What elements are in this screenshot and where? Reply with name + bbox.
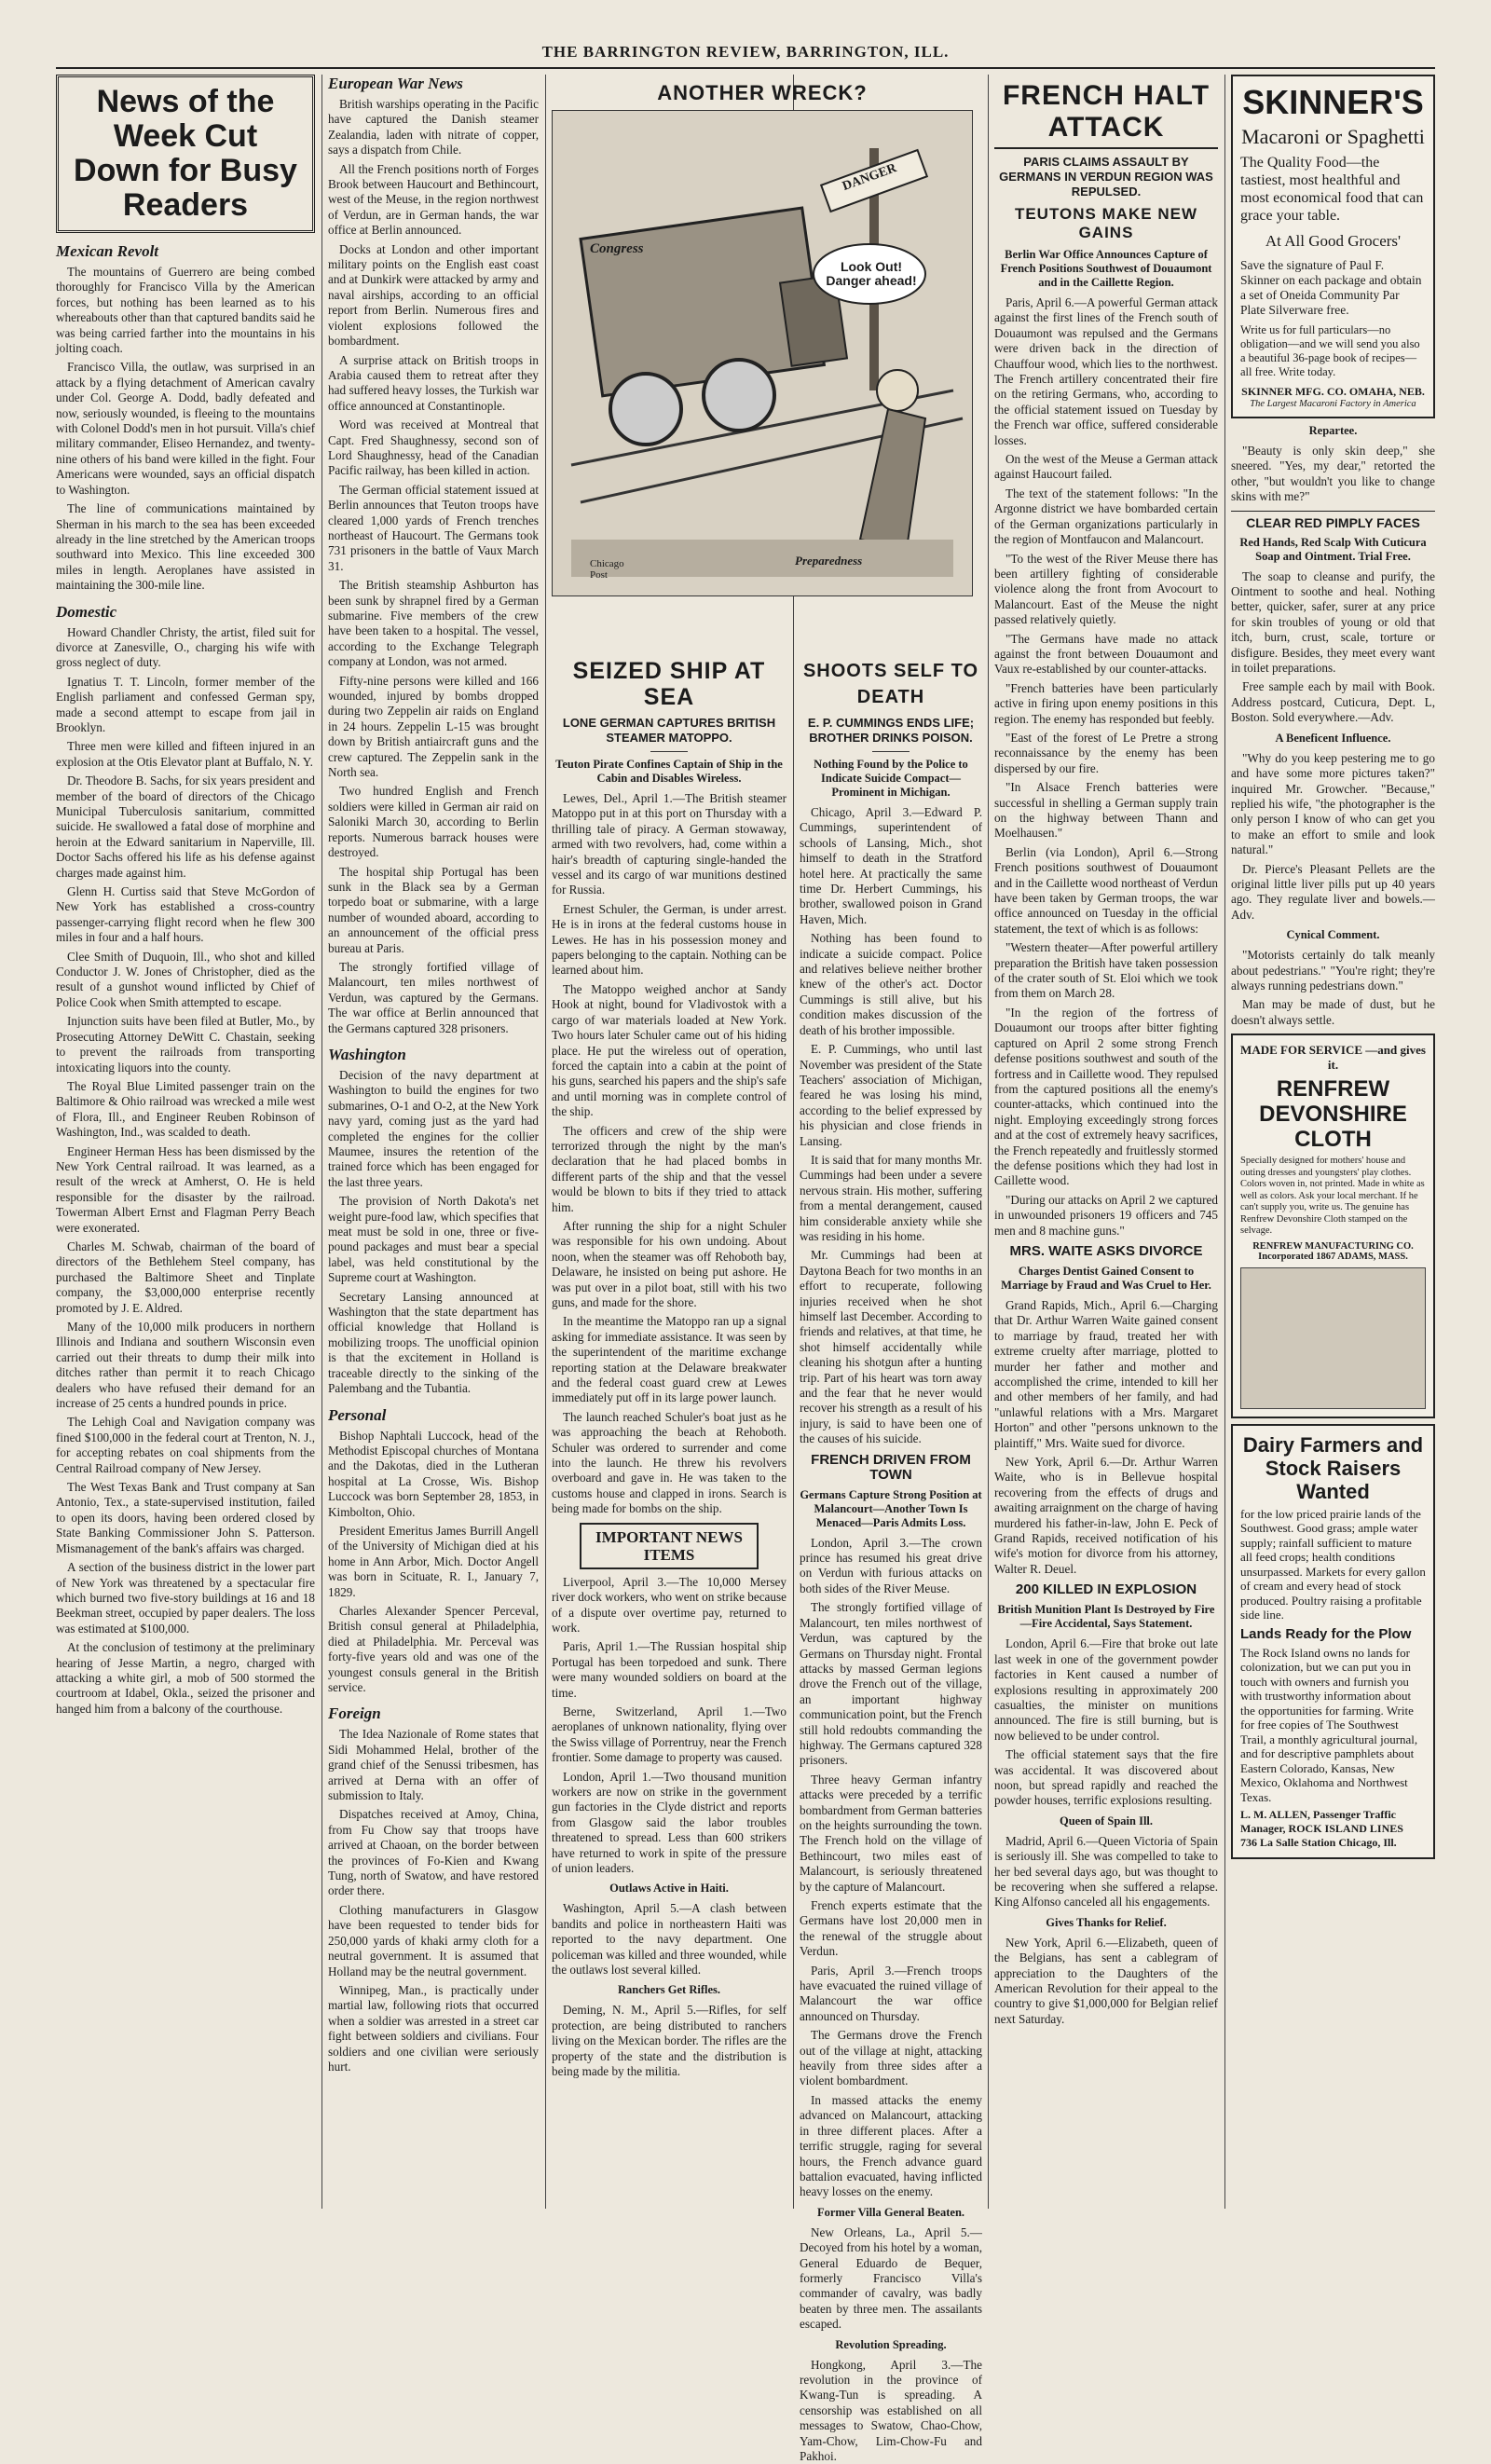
article-paragraph: Three heavy German infantry attacks were preceded by a terrific bombardment from German batteries on the heights surrounding the town. The French hold on the village of Bethincourt, two miles east of Malancourt, is seriously threatened by the capture of Malancourt. bbox=[800, 1772, 982, 1894]
article-paragraph: Winnipeg, Man., is practically under martial law, following riots that occurred when a soldier was arrested in a street car fight between soldiers and civilians. Four soldiers and one civilian were seriously hurt. bbox=[328, 1982, 539, 2074]
article-paragraph: Ignatius T. T. Lincoln, former member of the English parliament and confessed German spy, made a second attempt to escape from jail in Brooklyn. bbox=[56, 674, 315, 734]
ad-address: 736 La Salle Station Chicago, Ill. bbox=[1240, 1836, 1397, 1850]
column-rule bbox=[1224, 75, 1225, 2209]
headline-shoots-self: SHOOTS SELF TO DEATH bbox=[802, 661, 979, 707]
article-paragraph: "East of the forest of Le Pretre a strong reconnaissance by the enemy has been dispersed by our fire. bbox=[994, 730, 1218, 775]
article-paragraph: Berne, Switzerland, April 1.—Two aeroplanes of unknown nationality, flying over the Swiss village of Porrentruy, near the French frontier. Some damage to property was caused. bbox=[552, 1704, 787, 1765]
ad-brand: SKINNER'S bbox=[1242, 83, 1424, 121]
article-paragraph: "In Alsace French batteries were successful in shelling a German supply train on the highway between Thann and Moelhausen." bbox=[994, 780, 1218, 841]
ad-write: Write us for full particulars—no obligation—and we will send you also a beautiful 36-page book of recipes—all free. Write today. bbox=[1240, 323, 1420, 378]
divider bbox=[650, 751, 688, 752]
article-paragraph: Dr. Theodore B. Sachs, for six years president and member of the board of directors of the Chicago Municipal Tuberculosis sanitarium, committed suicide. He swallowed a fatal dose of morphine and heroin at the Edward sanitarium in Naperville, Ill. Doctor Sachs offered his life as his defense against charges made against him. bbox=[56, 773, 315, 880]
ad-brand: RENFREW DEVONSHIRE CLOTH bbox=[1259, 1076, 1407, 1153]
article-paragraph: Liverpool, April 3.—The 10,000 Mersey river dock workers, who went on strike because of a dispute over overtime pay, returned to work. bbox=[552, 1574, 787, 1635]
article-paragraph: A surprise attack on British troops in Arabia caused them to retreat after they had suffered heavy losses, the Turkish war office announced at Constantinople. bbox=[328, 352, 539, 413]
article-paragraph: London, April 1.—Two thousand munition workers are now on strike in the government gun factories in the Clyde district and reports from Glasgow said the labor troubles threatened to spread. Less than 600 strikers have returned to work in spite of the pressure of union leaders. bbox=[552, 1769, 787, 1875]
article-paragraph: Howard Chandler Christy, the artist, filed suit for divorce at Zanesville, O., charging his wife with gross neglect of duty. bbox=[56, 624, 315, 670]
subhead: A Beneficent Influence. bbox=[1275, 731, 1391, 745]
subhead: Ranchers Get Rifles. bbox=[617, 1983, 721, 1997]
divider bbox=[872, 751, 910, 752]
article-paragraph: Free sample each by mail with Book. Address postcard, Cuticura, Dept. L, Boston. Sold everywhere.—Adv. bbox=[1231, 679, 1435, 725]
subhead: Queen of Spain Ill. bbox=[1059, 1814, 1154, 1827]
article-paragraph: Paris, April 1.—The Russian hospital ship Portugal has been torpedoed and sunk. There were many wounded soldiers on board at the time. bbox=[552, 1639, 787, 1700]
article-paragraph: The hospital ship Portugal has been sunk in the Black sea by a German torpedo boat or submarine, with a large number of wounded aboard, according to an announcement of the official press bureau at Paris. bbox=[328, 864, 539, 955]
cartoon-figure-label: Preparedness bbox=[795, 554, 863, 568]
article-paragraph: Charles M. Schwab, chairman of the board of directors of the Bethlehem Steel company, has purchased the Baltimore Sheet and Tinplate company, the $3,000,000 enterprise recently promoted by J. E. Aldred. bbox=[56, 1239, 315, 1315]
article-paragraph: The Idea Nazionale of Rome states that Sidi Mohammed Helal, brother of the grand chief of the Senussi tribesmen, has arrived at Derna with an offer of submission to Italy. bbox=[328, 1727, 539, 1803]
column-rule bbox=[988, 75, 989, 2209]
section-heading: Foreign bbox=[328, 1704, 381, 1723]
article-paragraph: Paris, April 3.—French troops have evacuated the ruined village of Malancourt the war office announced on Thursday. bbox=[800, 1963, 982, 2023]
article-paragraph: Decision of the navy department at Washington to build the engines for two submarines, O-1 and O-2, at the New York navy yard, coming just as the yard had completed the engines for the collier Maumee, insures the retention of the trained force which has been engaged for the last three years. bbox=[328, 1067, 539, 1189]
ad-product: Macaroni or Spaghetti bbox=[1241, 125, 1425, 148]
article-paragraph: Clee Smith of Duquoin, Ill., who shot and killed Conductor J. W. Jones of Christopher, died as the result of a gunshot wound inflicted by Chief of Police Cook when Smith attempted to escape. bbox=[56, 949, 315, 1009]
article-paragraph: Three men were killed and fifteen injured in an explosion at the Otis Elevator plant at Buffalo, N. Y. bbox=[56, 739, 315, 769]
news-box-title: News of the Week Cut Down for Busy Readers bbox=[56, 75, 315, 233]
girl-illustration bbox=[1240, 1267, 1426, 1409]
article-paragraph: Nothing has been found to indicate a suicide compact. Police and relatives believe neither brother knew of the other's act. Doctor Cummings is still alive, but his condition makes discussion of the death of his brother impossible. bbox=[800, 931, 982, 1037]
ad-paragraph: for the low priced prairie lands of the Southwest. Good grass; ample water supply; rainfall sufficient to mature all feed crops; health conditions unsurpassed. Markets for every gallon of cream and every head of stock produced. Poultry raising a profitable side line. bbox=[1240, 1506, 1426, 1622]
article-paragraph: A section of the business district in the lower part of New York was threatened by a spectacular fire which burned two five-story buildings at 16 and 18 Beekman street, occupied by paper dealers. The loss was estimated at $100,000. bbox=[56, 1560, 315, 1636]
ad-description: Specially designed for mothers' house and outing dresses and youngsters' play clothes. Colors woven in, not printed. Made in white as well as colors. Ask your local merchant. If he can't supply you, write us. The genuine has Renfrew Devonshire Cloth stamped on the selvage. bbox=[1240, 1156, 1425, 1237]
article-paragraph: After running the ship for a night Schuler was responsible for his own undoing. About noon, when the steamer was off Rehoboth bay, Delaware, he insisted on being put ashore. He was put over in a pilot boat, still with his two guns, and made for the shore. bbox=[552, 1218, 787, 1309]
headline-mrs-waite: MRS. WAITE ASKS DIVORCE bbox=[1009, 1242, 1203, 1259]
article-paragraph: Man may be made of dust, but he doesn't always settle. bbox=[1231, 997, 1435, 1027]
article-paragraph: "The Germans have made no attack against the front between Douaumont and Vaux re-established by our counter-attacks. bbox=[994, 631, 1218, 677]
ad-top: MADE FOR SERVICE —and gives it. bbox=[1240, 1043, 1426, 1073]
subhead: Gives Thanks for Relief. bbox=[1046, 1915, 1167, 1929]
ad-headline: Dairy Farmers and Stock Raisers Wanted bbox=[1242, 1432, 1424, 1503]
article-paragraph: Grand Rapids, Mich., April 6.—Charging that Dr. Arthur Warren Waite gained consent to marriage by fraud, treated her with extreme cruelty after marriage, plotted to murder her father and mother and accomplished the crime, intended to kill her and other members of her family, and had "unlawful relations with a Mrs. Margaret Horton" and other "persons unknown to the plaintiff," Mrs. Waite sued for divorce. bbox=[994, 1297, 1218, 1450]
cartoon-sign-label: DANGER bbox=[841, 161, 899, 194]
ad-signature: Save the signature of Paul F. Skinner on each package and obtain a set of Oneida Community Par Plate Silverware free. bbox=[1240, 258, 1422, 317]
article-paragraph: Charles Alexander Spencer Perceval, British consul general at Philadelphia, died at Philadelphia. Mr. Perceval was forty-five years old and was one of the youngest consuls general in the British service. bbox=[328, 1603, 539, 1694]
masthead-rule bbox=[56, 67, 1435, 69]
article-paragraph: "During our attacks on April 2 we captured in unwounded prisoners 19 officers and 745 men and 8 machine guns." bbox=[994, 1192, 1218, 1238]
article-paragraph: Injunction suits have been filed at Butler, Mo., by Prosecuting Attorney DeWitt C. Chastain, seeking to prevent the railroads from transporting intoxicating liquors into the county. bbox=[56, 1014, 315, 1075]
article-paragraph: The officers and crew of the ship were terrorized through the night by the man's declaration that he had placed bombs in different parts of the ship and that the vessel would be blown to bits if they tried to attack him. bbox=[552, 1123, 787, 1214]
article-paragraph: It is said that for many months Mr. Cummings had been under a severe nervous strain. His mother, suffering from a mental derangement, caused him considerable anxiety while she was residing in his home. bbox=[800, 1152, 982, 1243]
article-paragraph: All the French positions north of Forges Brook between Haucourt and Bethincourt, west of the Meuse, in the region northwest of Verdun, are in German hands, the war office at Berlin announced. bbox=[328, 161, 539, 238]
ad-company: RENFREW MANUFACTURING CO. Incorporated 1867 ADAMS, MASS. bbox=[1252, 1240, 1414, 1262]
important-news-box: IMPORTANT NEWS ITEMS bbox=[580, 1523, 759, 1569]
article-paragraph: Lewes, Del., April 1.—The British steamer Matoppo put in at this port on Thursday with a thrilling tale of piracy. A German stowaway, armed with two revolvers, had, come within a hair's breadth of capturing single-handed the vessel and its cargo of war munitions destined for Russia. bbox=[552, 791, 787, 897]
headline-french-halt: FRENCH HALT ATTACK bbox=[994, 80, 1218, 149]
cartoon-block bbox=[552, 75, 973, 652]
article-paragraph: President Emeritus James Burrill Angell of the University of Michigan died at his home in Ann Arbor, Mich. Doctor Angell was born in Scituate, R. I., January 7, 1829. bbox=[328, 1523, 539, 1599]
ad-footer: The Largest Macaroni Factory in America bbox=[1250, 399, 1416, 409]
subhead: LONE GERMAN CAPTURES BRITISH STEAMER MATOPPO. bbox=[562, 716, 776, 745]
article-paragraph: In the meantime the Matoppo ran up a signal asking for immediate assistance. It was seen by the superintendent of the maritime exchange reporting station at the Delaware breakwater and the federal coast guard crew at Lewes immediately put off in its large power launch. bbox=[552, 1314, 787, 1405]
article-paragraph: The official statement says that the fire was accidental. It was discovered about noon, but spread rapidly and reached the powder houses, terrific explosions resulting. bbox=[994, 1747, 1218, 1808]
article-paragraph: The Germans drove the French out of the village at night, attacking heavily from three sides after a violent bombardment. bbox=[800, 2028, 982, 2088]
article-paragraph: Dispatches received at Amoy, China, from Fu Chow say that troops have arrived at Chaoan, on the border between the provinces of Fo-Kien and Kwang Tung, north of Swatow, and have restored order there. bbox=[328, 1807, 539, 1898]
article-paragraph: Many of the 10,000 milk producers in northern Illinois and Indiana and southern Wisconsin even carried out their threats to dump their milk into ditches rather than permit it to reach Chicago dealers who have refused their demand for an increase of 25 cents a hundred pounds in price. bbox=[56, 1320, 315, 1411]
subhead: Red Hands, Red Scalp With Cuticura Soap and Ointment. Trial Free. bbox=[1239, 535, 1427, 563]
subhead: Former Villa General Beaten. bbox=[816, 2205, 965, 2219]
article-paragraph: The line of communications maintained by Sherman in his march to the sea has been exceeded already in the line stretched by the American troops southward into Mexico. This line exceeded 300 miles in length. Aeroplanes have assisted in maintaining the 300-mile line. bbox=[56, 501, 315, 593]
subhead: Germans Capture Strong Position at Malancourt—Another Town Is Menaced—Paris Admits Loss. bbox=[800, 1487, 982, 1529]
article-paragraph: London, April 6.—Fire that broke out late last week in one of the government powder factories in Kent caused a number of explosions resulting in approximately 200 casualties, the minister on munitions announced. The fire is still burning, but is now believed to be under control. bbox=[994, 1636, 1218, 1743]
article-paragraph: The strongly fortified village of Malancourt, ten miles northwest of Verdun, was captured by the Germans. The war office at Berlin announced that the Germans captured 328 prisoners. bbox=[328, 959, 539, 1035]
article-paragraph: "French batteries have been particularly active in firing upon enemy positions in this region. The enemy has responded but feebly. bbox=[994, 680, 1218, 726]
section-heading: Personal bbox=[328, 1405, 387, 1424]
article-paragraph: Dr. Pierce's Pleasant Pellets are the original little liver pills put up 40 years ago. They regulate liver and bowels.—Adv. bbox=[1231, 861, 1435, 922]
article-paragraph: The soap to cleanse and purify, the Ointment to soothe and heal. Nothing better, quicker, safer, surer at any price for skin troubles of young or old that itch, burn, crust, scale, torture or disfigure. Besides, they meet every want in toilet preparations. bbox=[1231, 568, 1435, 676]
column-6 bbox=[1231, 75, 1435, 2209]
article-paragraph: Berlin (via London), April 6.—Strong French positions southwest of Douaumont and in the Caillette wood northeast of Verdun have been taken by German troops, the war office announced on Tuesday in the official statement, the text of which is as follows: bbox=[994, 844, 1218, 936]
cartoon-title: ANOTHER WRECK? bbox=[657, 81, 868, 104]
article-paragraph: Clothing manufacturers in Glasgow have been requested to tender bids for 250,000 yards of khaki army cloth for a neutral government. It is assumed that Holland may be the neutral government. bbox=[328, 1902, 539, 1978]
article-paragraph: British warships operating in the Pacific have captured the Danish steamer Zealandia, laden with nitrate of copper, says a dispatch from Chile. bbox=[328, 97, 539, 157]
article-paragraph: Fifty-nine persons were killed and 166 wounded, injured by bombs dropped during two Zeppelin air raids on England in 24 hours. Zeppelin L-15 was brought down by British antiaircraft guns and the crew captured. The Zeppelin sank in the North sea. bbox=[328, 673, 539, 780]
masthead: THE BARRINGTON REVIEW, BARRINGTON, ILL. bbox=[541, 43, 950, 61]
article-paragraph: The launch reached Schuler's boat just as he was approaching the beach at Rehoboth. Schuler was ordered to surrender and come into the launch. He threw his revolvers overboard and gave in. He was taken to the customs house and clapped in irons. Search is being made for bombs on the ship. bbox=[552, 1409, 787, 1516]
article-paragraph: Chicago, April 3.—Edward P. Cummings, superintendent of schools of Lansing, Mich., shot himself to death in the Stratford hotel here. At practically the same time Dr. Herbert Cummings, his brother, swallowed poison in Grand Haven, Mich. bbox=[800, 805, 982, 926]
ad-grocers: At All Good Grocers' bbox=[1265, 232, 1402, 250]
subhead: PARIS CLAIMS ASSAULT BY GERMANS IN VERDUN REGION WAS REPULSED. bbox=[999, 155, 1213, 198]
ad-company: SKINNER MFG. CO. OMAHA, NEB. bbox=[1241, 385, 1425, 398]
article-paragraph: "Western theater—After powerful artillery preparation the British have taken possession of the crater south of St. Eloi which we took from them on March 28. bbox=[994, 940, 1218, 1001]
article-paragraph: New York, April 6.—Dr. Arthur Warren Waite, who is in Bellevue hospital recovering from the effects of drugs and awaiting arraignment on the charge of having murdered his father-in-law, John E. Peck of Grand Rapids, received notification of his wife's motion for divorce from his attorney, Walter R. Deuel. bbox=[994, 1455, 1218, 1576]
headline-teutons: TEUTONS MAKE NEW GAINS bbox=[1014, 205, 1198, 241]
column-5 bbox=[994, 75, 1218, 2209]
article-paragraph: The Royal Blue Limited passenger train on the Baltimore & Ohio railroad was wrecked a mile west of Flora, Ill., and Engineer Reuben Robinson of Washington, Ind., was scalded to death. bbox=[56, 1078, 315, 1140]
cartoon-illustration bbox=[552, 110, 973, 596]
cartoon-speech-bubble: Look Out! Danger ahead! bbox=[826, 259, 917, 288]
article-paragraph: Francisco Villa, the outlaw, was surprised in an attack by a flying detachment of American cavalry under Col. George A. Dodd, badly defeated and now, seriously wounded, is fleeing to the mountains with Colonel Dodd's men in hot pursuit. Villa's chief military commander, Eliseo Hernandez, and twenty-nine others of his band were killed in the fight. Four Americans were wounded, says an official dispatch to Washington. bbox=[56, 360, 315, 497]
article-paragraph: The text of the statement follows: "In the Argonne district we have bombarded certain of the German organizations particularly in the region of Montfaucon and Malancourt. bbox=[994, 486, 1218, 547]
article-paragraph: New York, April 6.—Elizabeth, queen of the Belgians, has sent a cablegram of appreciation to the Daughters of the American Revolution for their appeal to the country to give $1,000,000 for Belgian relief next Saturday. bbox=[994, 1935, 1218, 2026]
section-heading: Washington bbox=[328, 1045, 406, 1063]
ad-tagline: The Quality Food—the tastiest, most healthful and most economical food that can grace your table. bbox=[1240, 155, 1424, 224]
cartoon-credit: Chicago Post bbox=[590, 558, 624, 581]
cartoon-engine-label: Congress bbox=[590, 241, 644, 256]
article-paragraph: Bishop Naphtali Luccock, head of the Methodist Episcopal churches of Montana and the Dakotas, died in the Lutheran hospital at La Crosse, Wis. Bishop Luccock was born September 28, 1853, in Kimbolton, Ohio. bbox=[328, 1428, 539, 1519]
article-paragraph: Secretary Lansing announced at Washington that the state department has official knowledge that Holland is mobilizing troops. The unofficial opinion is that the excitement in Holland is traceable directly to the sinking of the Palembang and the Tubantia. bbox=[328, 1289, 539, 1396]
column-rule bbox=[321, 75, 322, 2209]
article-paragraph: The Matoppo weighed anchor at Sandy Hook at night, bound for Vladivostok with a cargo of war materials loaded at New York. Two hours later Schuler came out of his hiding place. He put the wireless out of operation, forced the captain into a cabin at the point of his guns, searched his papers and the ship's safe and until morning was in complete control of the ship. bbox=[552, 981, 787, 1119]
subhead: Nothing Found by the Police to Indicate Suicide Compact—Prominent in Michigan. bbox=[814, 758, 968, 799]
ad-subheadline: Lands Ready for the Plow bbox=[1240, 1625, 1412, 1642]
article-paragraph: The German official statement issued at Berlin announces that Teuton troops have cleared 1,000 yards of French trenches northeast of Haucourt. The Germans took 731 prisoners in the battle of Vaux March 31. bbox=[328, 482, 539, 573]
subhead: Charges Dentist Gained Consent to Marriage by Fraud and Was Cruel to Her. bbox=[1001, 1264, 1211, 1292]
section-heading: European War News bbox=[328, 75, 463, 92]
subhead: Berlin War Office Announces Capture of French Positions Southwest of Douaumont and in the Caillette Region. bbox=[1000, 248, 1212, 289]
newspaper-page bbox=[56, 37, 1435, 2463]
subhead: Cynical Comment. bbox=[1286, 928, 1380, 942]
article-paragraph: New Orleans, La., April 5.—Decoyed from his hotel by a woman, General Eduardo de Bequer, formerly Francisco Villa's commander of cavalry, was badly beaten by three men. The assailants escaped. bbox=[800, 2224, 982, 2332]
column-1 bbox=[56, 75, 315, 2209]
column-2 bbox=[328, 75, 539, 2209]
article-paragraph: The Lehigh Coal and Navigation company was fined $100,000 in the federal court at Trenton, N. J., for accepting rebates on coal shipments from the Central Railroad company of New Jersey. bbox=[56, 1415, 315, 1475]
article-paragraph: On the west of the Meuse a German attack against Haucourt failed. bbox=[994, 452, 1218, 482]
article-paragraph: The British steamship Ashburton has been sunk by shrapnel fired by a German submarine. Five members of the crew have been taken to a hospital. The vessel, according to the Exchange Telegraph company at London, was not armed. bbox=[328, 578, 539, 669]
article-paragraph: Deming, N. M., April 5.—Rifles, for self protection, are being distributed to ranchers living on the Mexican border. The rifles are the property of the state and the distribution is being made by the militia. bbox=[552, 2003, 787, 2079]
article-paragraph: "In the region of the fortress of Douaumont our troops after bitter fighting captured on April 2 some strong French defense positions southwest and south of the fortress and in Caillette wood. They repulsed from the captured positions all the enemy's counter-attacks, which continued into the night. Employing exceedingly strong forces and at the cost of extremely heavy sacrifices, the French repeatedly and fruitlessly stormed the defense positions which they had lost in Caillette wood. bbox=[994, 1005, 1218, 1188]
article-paragraph: Ernest Schuler, the German, is under arrest. He is in irons at the federal customs house in Lewes. He has in his possession money and papers belonging to the captain. Nothing can be learned about him. bbox=[552, 901, 787, 978]
section-heading: Mexican Revolt bbox=[56, 242, 159, 260]
ad-paragraph: The Rock Island owns no lands for colonization, but we can put you in touch with owners and furnish you with trustworthy information about the opportunities for farming. Write for free copies of The Southwest Trail, a monthly agricultural journal, and for descriptive pamphlets about Eastern Colorado, Kansas, New Mexico, Oklahoma and Northwest Texas. bbox=[1240, 1645, 1418, 1804]
article-paragraph: Mr. Cummings had been at Daytona Beach for two months in an effort to recuperate, following injuries received when he shot himself last December. According to friends and relatives, at that time, he shot himself accidentally while cleaning his shotgun after a hunting trip. Part of his heart was torn away and the fear that he never would recover his strength as a result of his injury, is said to have been one of the causes of his suicide. bbox=[800, 1248, 982, 1446]
subhead: E. P. CUMMINGS ENDS LIFE; BROTHER DRINKS POISON. bbox=[807, 716, 975, 745]
article-paragraph: "Motorists certainly do talk meanly about pedestrians." "You're right; they're always running pedestrians down." bbox=[1231, 948, 1435, 992]
article-paragraph: At the conclusion of testimony at the preliminary hearing of Jesse Martin, a negro, charged with attacking a white girl, a mob of 500 stormed the courtroom at Idabel, Okla., seized the prisoner and hanged him from a balcony of the courthouse. bbox=[56, 1640, 315, 1716]
section-heading: Domestic bbox=[56, 602, 117, 621]
article-paragraph: Washington, April 5.—A clash between bandits and police in northeastern Haiti was reported to the navy department. One policeman was killed and three wounded, while the outlaws lost several killed. bbox=[552, 1901, 787, 1978]
article-paragraph: In massed attacks the enemy advanced on Malancourt, attacking in three different places. After a terrific struggle, raging for several hours, the French advance guard battalion evacuated, having inflicted heavy losses on the enemy. bbox=[800, 2092, 982, 2199]
subhead: Outlaws Active in Haiti. bbox=[609, 1882, 729, 1896]
train-cartoon-image bbox=[553, 111, 972, 595]
article-paragraph: Madrid, April 6.—Queen Victoria of Spain is seriously ill. She was compelled to take to her bed several days ago, but was thought to be recovering when she suffered a relapse. King Alfonso canceled all his engagements. bbox=[994, 1833, 1218, 1910]
rock-island-ad bbox=[1231, 1424, 1435, 1860]
headline-explosion: 200 KILLED IN EXPLOSION bbox=[1015, 1581, 1197, 1598]
ad-signature: L. M. ALLEN, Passenger Traffic Manager, ROCK ISLAND LINES bbox=[1240, 1808, 1403, 1836]
article-paragraph: Docks at London and other important military points on the English east coast and at Dunkirk were attacked by army and naval airships, according to an official report from Berlin. Numerous fires and violent explosions followed the bombardment. bbox=[328, 241, 539, 349]
article-paragraph: The mountains of Guerrero are being combed thoroughly for Francisco Villa by the American forces, but nothing has been learned as to his whereabouts other than that captured bandits said he was being carried farther into the mountains in his jolting coach. bbox=[56, 265, 315, 356]
column-rule bbox=[545, 75, 546, 2209]
article-paragraph: The West Texas Bank and Trust company at San Antonio, Tex., a state-supervised institution, failed to open its doors, having been ordered closed by State Banking Commissioner John S. Patterson. Mismanagement of the bank's affairs was charged. bbox=[56, 1480, 315, 1555]
subhead: Teuton Pirate Confines Captain of Ship in the Cabin and Disables Wireless. bbox=[555, 758, 783, 785]
article-paragraph: "Why do you keep pestering me to go and have some more pictures taken?" inquired Mr. Growcher. "Because," replied his wife, "the photographer is the only person I know of who can get you to make an effort to smile and look natural." bbox=[1231, 750, 1435, 857]
article-paragraph: French experts estimate that the Germans have lost 20,000 men in the renewal of the struggle about Verdun. bbox=[800, 1898, 982, 1959]
article-paragraph: Glenn H. Curtiss said that Steve McGordon of New York has established a cross-country passenger-carrying flight record when he flew 300 miles in four and a half hours. bbox=[56, 884, 315, 945]
article-paragraph: Hongkong, April 3.—The revolution in the province of Kwang-Tun is spreading. A censorship was established on all messages to Swatow, Chao-Chow, Yam-Chow, Lim-Chow-Fu and Pakhoi. bbox=[800, 2357, 982, 2463]
article-paragraph: Word was received at Montreal that Capt. Fred Shaughnessy, second son of Lord Shaughnessy, head of the Canadian Pacific railway, has been killed in action. bbox=[328, 418, 539, 478]
article-paragraph: Paris, April 6.—A powerful German attack against the first lines of the French south of Douaumont was repulsed and the Germans were driven back in the direction of Chauffour wood, which lies to the northwest. The French artillery concentrated their fire on the retiring Germans, who, according to the official statement issued on Tuesday by the French war office, suffered considerable losses. bbox=[994, 295, 1218, 447]
article-paragraph: E. P. Cummings, who until last November was president of the State Teachers' association of Michigan, feared he was losing his mind, according to the belief expressed by his physician and close friends in Lansing. bbox=[800, 1042, 982, 1148]
subhead: Repartee. bbox=[1308, 424, 1358, 437]
column-3 bbox=[552, 652, 787, 2209]
headline-seized-ship: SEIZED SHIP AT SEA bbox=[572, 658, 766, 710]
article-paragraph: London, April 3.—The crown prince has resumed his great drive on Verdun with furious attacks on both sides of the River Meuse. bbox=[800, 1535, 982, 1595]
article-paragraph: Engineer Herman Hess has been dismissed by the New York Central railroad. It was learned, as a result of the wreck at Amherst, O. He is held responsible for the disaster by the railroad. Towerman Albert Ernst and Flagman Perry Beach were exonerated. bbox=[56, 1143, 315, 1235]
headline-clear-faces: CLEAR RED PIMPLY FACES bbox=[1231, 511, 1435, 530]
headline-french-driven: FRENCH DRIVEN FROM TOWN bbox=[811, 1451, 971, 1483]
article-paragraph: "To the west of the River Meuse there has been artillery fighting of considerable violence along the front from Avocourt to Malancourt. East of the Meuse the night passed relatively quietly. bbox=[994, 551, 1218, 627]
skinners-ad bbox=[1231, 75, 1435, 418]
article-paragraph: The strongly fortified village of Malancourt, ten miles northwest of Verdun, was captured by the Germans on Thursday night. Frontal attacks by massed German legions drove the French out of the village, an important highway communication point, but the French still hold redoubts commanding the highway. The Germans captured 328 prisoners. bbox=[800, 1600, 982, 1768]
subhead: Revolution Spreading. bbox=[835, 2337, 947, 2351]
article-paragraph: The provision of North Dakota's net weight pure-food law, which specifies that meat must be sold in one, three or five-pound packages and must bear a special label, was held constitutional by the Supreme court at Washington. bbox=[328, 1194, 539, 1285]
renfrew-ad bbox=[1231, 1034, 1435, 1418]
subhead: British Munition Plant Is Destroyed by Fire—Fire Accidental, Says Statement. bbox=[997, 1603, 1215, 1631]
article-paragraph: "Beauty is only skin deep," she sneered. "Yes, my dear," retorted the other, "but wouldn't you like to change skins with me?" bbox=[1231, 444, 1435, 504]
column-4 bbox=[800, 652, 982, 2463]
article-paragraph: Two hundred English and French soldiers were killed in German air raid on Saloniki March 30, according to Berlin reports. Numerous barrack houses were destroyed. bbox=[328, 784, 539, 860]
